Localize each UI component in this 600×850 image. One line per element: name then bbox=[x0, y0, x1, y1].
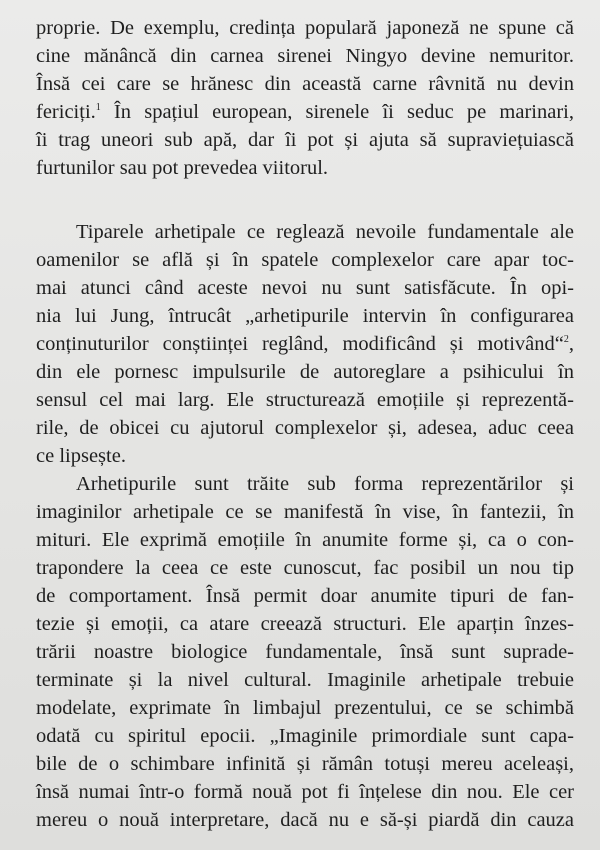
text-line: rile, de obicei cu ajutorul complexelor și, adesea, aduc ceea bbox=[36, 417, 574, 439]
text-line: proprie. De exemplu, credința populară japoneză ne spune că bbox=[36, 17, 574, 39]
text-line: din ele pornesc impulsurile de autoreglare a psihicului în bbox=[36, 361, 574, 383]
text-line: tezie și emoții, ca atare creează structuri. Ele aparțin înzes- bbox=[36, 613, 574, 635]
text-line: cine mănâncă din carnea sirenei Ningyo devine nemuritor. bbox=[36, 45, 574, 67]
text-line: însă numai într-o formă nouă pot fi înțelese din nou. Ele cer bbox=[36, 781, 574, 803]
text-line: sensul cel mai larg. Ele structurează emoțiile și reprezentă- bbox=[36, 389, 574, 411]
footnote-marker: 2 bbox=[563, 334, 569, 346]
text-line: oamenilor se află și în spatele complexelor care apar toc- bbox=[36, 249, 574, 271]
text-line: conținuturilor conștiinței reglând, modificând și motivând“$^2$, bbox=[36, 333, 574, 355]
footnote-marker: 1 bbox=[95, 102, 101, 114]
text-line: îi trag uneori sub apă, dar îi pot și ajuta să supraviețuiască bbox=[36, 129, 574, 151]
text-line: terminate și la nivel cultural. Imaginile arhetipale trebuie bbox=[36, 669, 574, 691]
text-line: odată cu spiritul epocii. „Imaginile primordiale sunt capa- bbox=[36, 725, 574, 747]
text-line: mai atunci când aceste nevoi nu sunt satisfăcute. În opi- bbox=[36, 277, 574, 299]
text-line: bile de o schimbare infinită și rămân totuși mereu aceleași, bbox=[36, 753, 574, 775]
text-line: mereu o nouă interpretare, dacă nu e să-și piardă din cauza bbox=[36, 809, 574, 831]
text-line: imaginilor arhetipale ce se manifestă în vise, în fantezii, în bbox=[36, 501, 574, 523]
text-line: de comportament. Însă permit doar anumite tipuri de fan- bbox=[36, 585, 574, 607]
text-line: trapondere la ceea ce este cunoscut, fac posibil un nou tip bbox=[36, 557, 574, 579]
text-line: furtunilor sau pot prevedea viitorul. bbox=[36, 157, 329, 179]
text-line: Arhetipurile sunt trăite sub forma reprezentărilor și bbox=[76, 473, 574, 495]
text-line: Însă cei care se hrănesc din această carne râvnită nu devin bbox=[36, 73, 574, 95]
text-line: trării noastre biologice fundamentale, însă sunt suprade- bbox=[36, 641, 574, 663]
text-line: Tiparele arhetipale ce reglează nevoile fundamentale ale bbox=[76, 221, 574, 243]
text-line: nia lui Jung, întrucât „arhetipurile intervin în configurarea bbox=[36, 305, 574, 327]
text-line: modelate, exprimate în limbajul prezentului, ce se schimbă bbox=[36, 697, 574, 719]
text-line: fericiți.$^1$ În spațiul european, sirenele îi seduc pe marinari, bbox=[36, 101, 574, 123]
text-line: mituri. Ele exprimă emoțiile în anumite forme și, ca o con- bbox=[36, 529, 574, 551]
text-line: ce lipsește. bbox=[36, 445, 126, 467]
